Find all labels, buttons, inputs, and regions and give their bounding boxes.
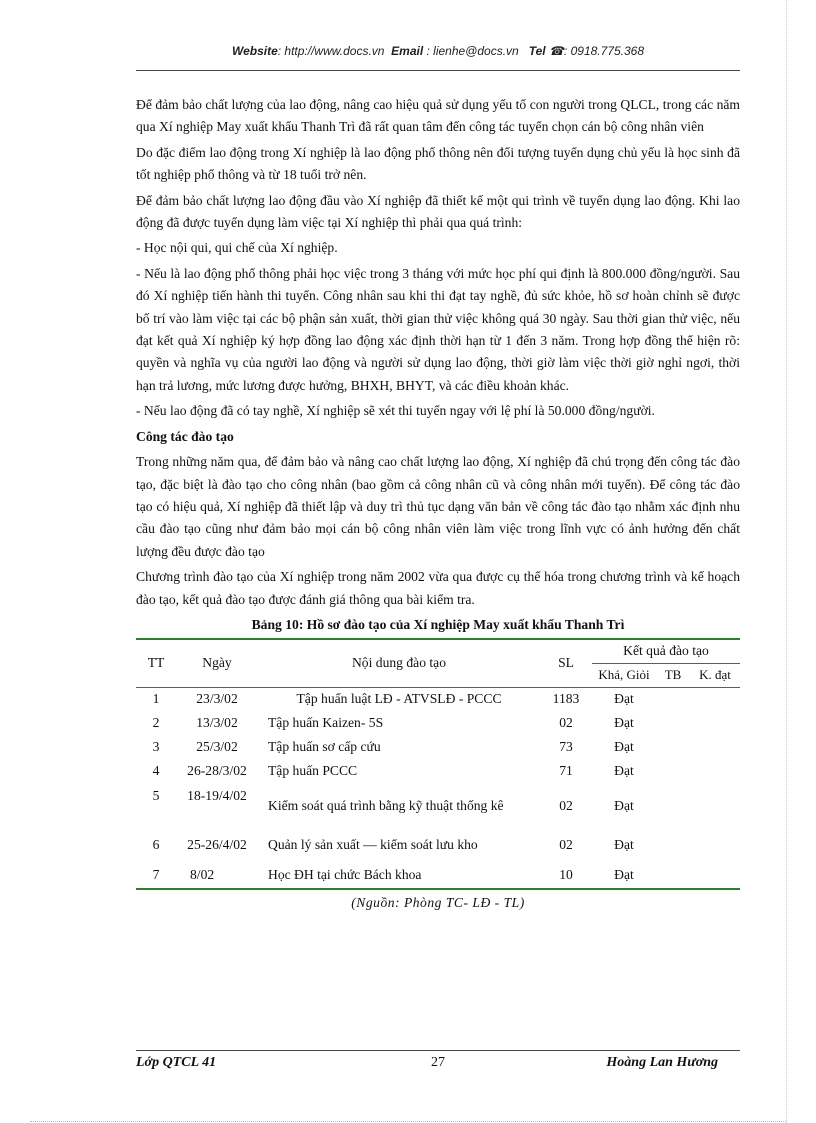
paragraph: - Học nội qui, qui chế của Xí nghiệp. [136,240,338,256]
cell-sl: 71 [559,763,573,779]
cell-ngay: 18-19/4/02 [187,788,247,804]
paragraph: Chương trình đào tạo của Xí nghiệp trong năm 2002 vừa qua được cụ thể hóa trong chương trình và kế hoạch đào tạo, kết quả đào tạo được đánh giá thông qua bài kiểm tra. [136,569,740,607]
tel-value: ☎: 0918.775.368 [549,44,645,58]
header-kha: Khá, Giỏi [598,667,650,683]
paragraph: - Nếu là lao động phổ thông phải học việc trong 3 tháng với mức học phí qui định là 800.000 đồng/người. Sau đó Xí nghiệp tiến hành thi tuyển. Công nhân sau khi thi đạt tay nghề, đủ sức khỏe, hồ sơ hoàn chỉnh sẽ được bố trí vào làm việc tại các bộ phận sản xuất, thời gian thử việc không quá 30 ngày. Sau thời gian thử việc, nếu đạt kết quả Xí nghiệp ký hợp đồng lao động xác định thời hạn từ 1 đến 3 năm. Trong hợp đồng thể hiện rõ: quyền và nghĩa vụ của người lao động và người sử dụng lao động, thời giờ làm việc thời giờ nghỉ ngơi, thời hạn trả lương, mức lương được hưởng, BHXH, BHYT, và các điều khoản khác. [136,265,740,393]
cell-sl: 1183 [552,691,580,707]
document-body [136,94,740,915]
footer-divider [136,1050,740,1051]
table-row [136,735,740,759]
cell-ngay: 25/3/02 [196,739,238,755]
cell-noidung: Tập huấn luật LĐ - ATVSLĐ - PCCC [296,691,502,707]
cell-sl: 10 [559,866,573,882]
cell-sl: 02 [559,798,573,814]
header-kdat: K. đạt [699,667,731,683]
cell-kha: Đạt [614,739,634,755]
footer-class: Lớp QTCL 41 [136,1055,217,1070]
cell-kha: Đạt [614,798,634,814]
table-row [136,783,740,829]
website-value: : http://www.docs.vn [277,44,385,58]
cell-kha: Đạt [614,691,634,707]
cell-noidung: Tập huấn Kaizen- 5S [268,715,384,731]
cell-tt: 1 [152,691,160,707]
website-label: Website [231,44,278,58]
cell-ngay: 25-26/4/02 [187,837,247,853]
cell-ngay: 13/3/02 [196,715,238,731]
footer-author: Hoàng Lan Hương [606,1055,718,1070]
table-caption: Bảng 10: Hồ sơ đào tạo của Xí nghiệp May xuất khẩu Thanh Trì [251,616,625,632]
cell-kha: Đạt [614,715,634,731]
cell-noidung: Quản lý sản xuất — kiểm soát lưu kho [268,837,478,853]
email-label: Email [391,44,424,58]
cell-noidung: Tập huấn sơ cấp cứu [268,739,381,755]
header-sl: SL [558,655,574,671]
header-ngay: Ngày [202,655,232,671]
cell-tt: 4 [152,763,160,779]
cell-ngay: 23/3/02 [196,691,238,707]
table-row [136,711,740,735]
section-heading: Công tác đào tạo [136,428,234,444]
training-table [136,638,740,890]
table-row [136,687,740,711]
email-value: : lienhe@docs.vn [423,44,519,58]
paragraph: Trong những năm qua, để đảm bảo và nâng cao chất lượng lao động, Xí nghiệp đã chú trọng đến công tác đào tạo, đặc biệt là đào tạo cho công nhân (bao gồm cả công nhân cũ và công nhân mới tuyển). Để công tác đào tạo có hiệu quả, Xí nghiệp đã thiết lập và duy trì thủ tục dạng văn bản về công tác đào tạo nhằm xác định nhu cầu đào tạo cũng như đảm bảo mọi cán bộ công nhân viên làm việc trong lĩnh vực có ảnh hưởng đến chất lượng đều được đào tạo [136,454,740,559]
header-tb: TB [664,667,682,683]
page-edge-bottom [30,1121,786,1122]
paragraph: Do đặc điểm lao động trong Xí nghiệp là lao động phổ thông nên đối tượng tuyển dụng chủ yếu là học sinh đã tốt nghiệp phổ thông và từ 18 tuổi trở nên. [136,144,740,183]
paragraph: Để đảm bảo chất lượng của lao động, nâng cao hiệu quả sử dụng yếu tố con người trong QLCL, trong các năm qua Xí nghiệp May xuất khẩu Thanh Trì đã rất quan tâm đến công tác tuyển chọn cán bộ công nhân viên [136,97,740,135]
cell-sl: 02 [559,837,573,853]
paragraph: - Nếu lao động đã có tay nghề, Xí nghiệp sẽ xét thi tuyển ngay với lệ phí là 50.000 đồng/người. [136,403,655,419]
header-divider [136,70,740,71]
header-tt: TT [147,655,165,671]
table-row [136,759,740,783]
cell-sl: 02 [559,715,573,731]
header-ketqua: Kết quả đào tạo [592,639,740,663]
cell-tt: 5 [152,788,160,804]
paragraph: Để đảm bảo chất lượng lao động đầu vào Xí nghiệp đã thiết kế một qui trình về tuyển dụng lao động. Khi lao động đã được tuyển dụng làm việc tại Xí nghiệp thì phải qua quá trình: [136,192,740,231]
cell-ngay: 8/02 [190,866,215,882]
cell-kha: Đạt [614,866,634,882]
page-number: 27 [431,1055,445,1070]
cell-kha: Đạt [614,837,634,853]
cell-tt: 3 [152,739,160,755]
cell-tt: 7 [152,866,160,882]
header-noidung: Nội dung đào tạo [351,655,446,671]
cell-tt: 6 [152,837,160,853]
cell-sl: 73 [559,739,573,755]
table-row [136,829,740,861]
page-header [136,44,740,58]
cell-tt: 2 [152,715,160,731]
cell-noidung: Học ĐH tại chức Bách khoa [268,866,422,882]
cell-kha: Đạt [614,763,634,779]
cell-noidung: Tập huấn PCCC [268,763,358,779]
cell-noidung: Kiểm soát quá trình bằng kỹ thuật thống kê [268,798,504,814]
table-row [136,861,740,889]
page-edge-right [786,0,787,1123]
table-source: (Nguồn: Phòng TC- LĐ - TL) [351,895,525,911]
tel-label: Tel [528,44,546,58]
cell-ngay: 26-28/3/02 [187,763,247,779]
